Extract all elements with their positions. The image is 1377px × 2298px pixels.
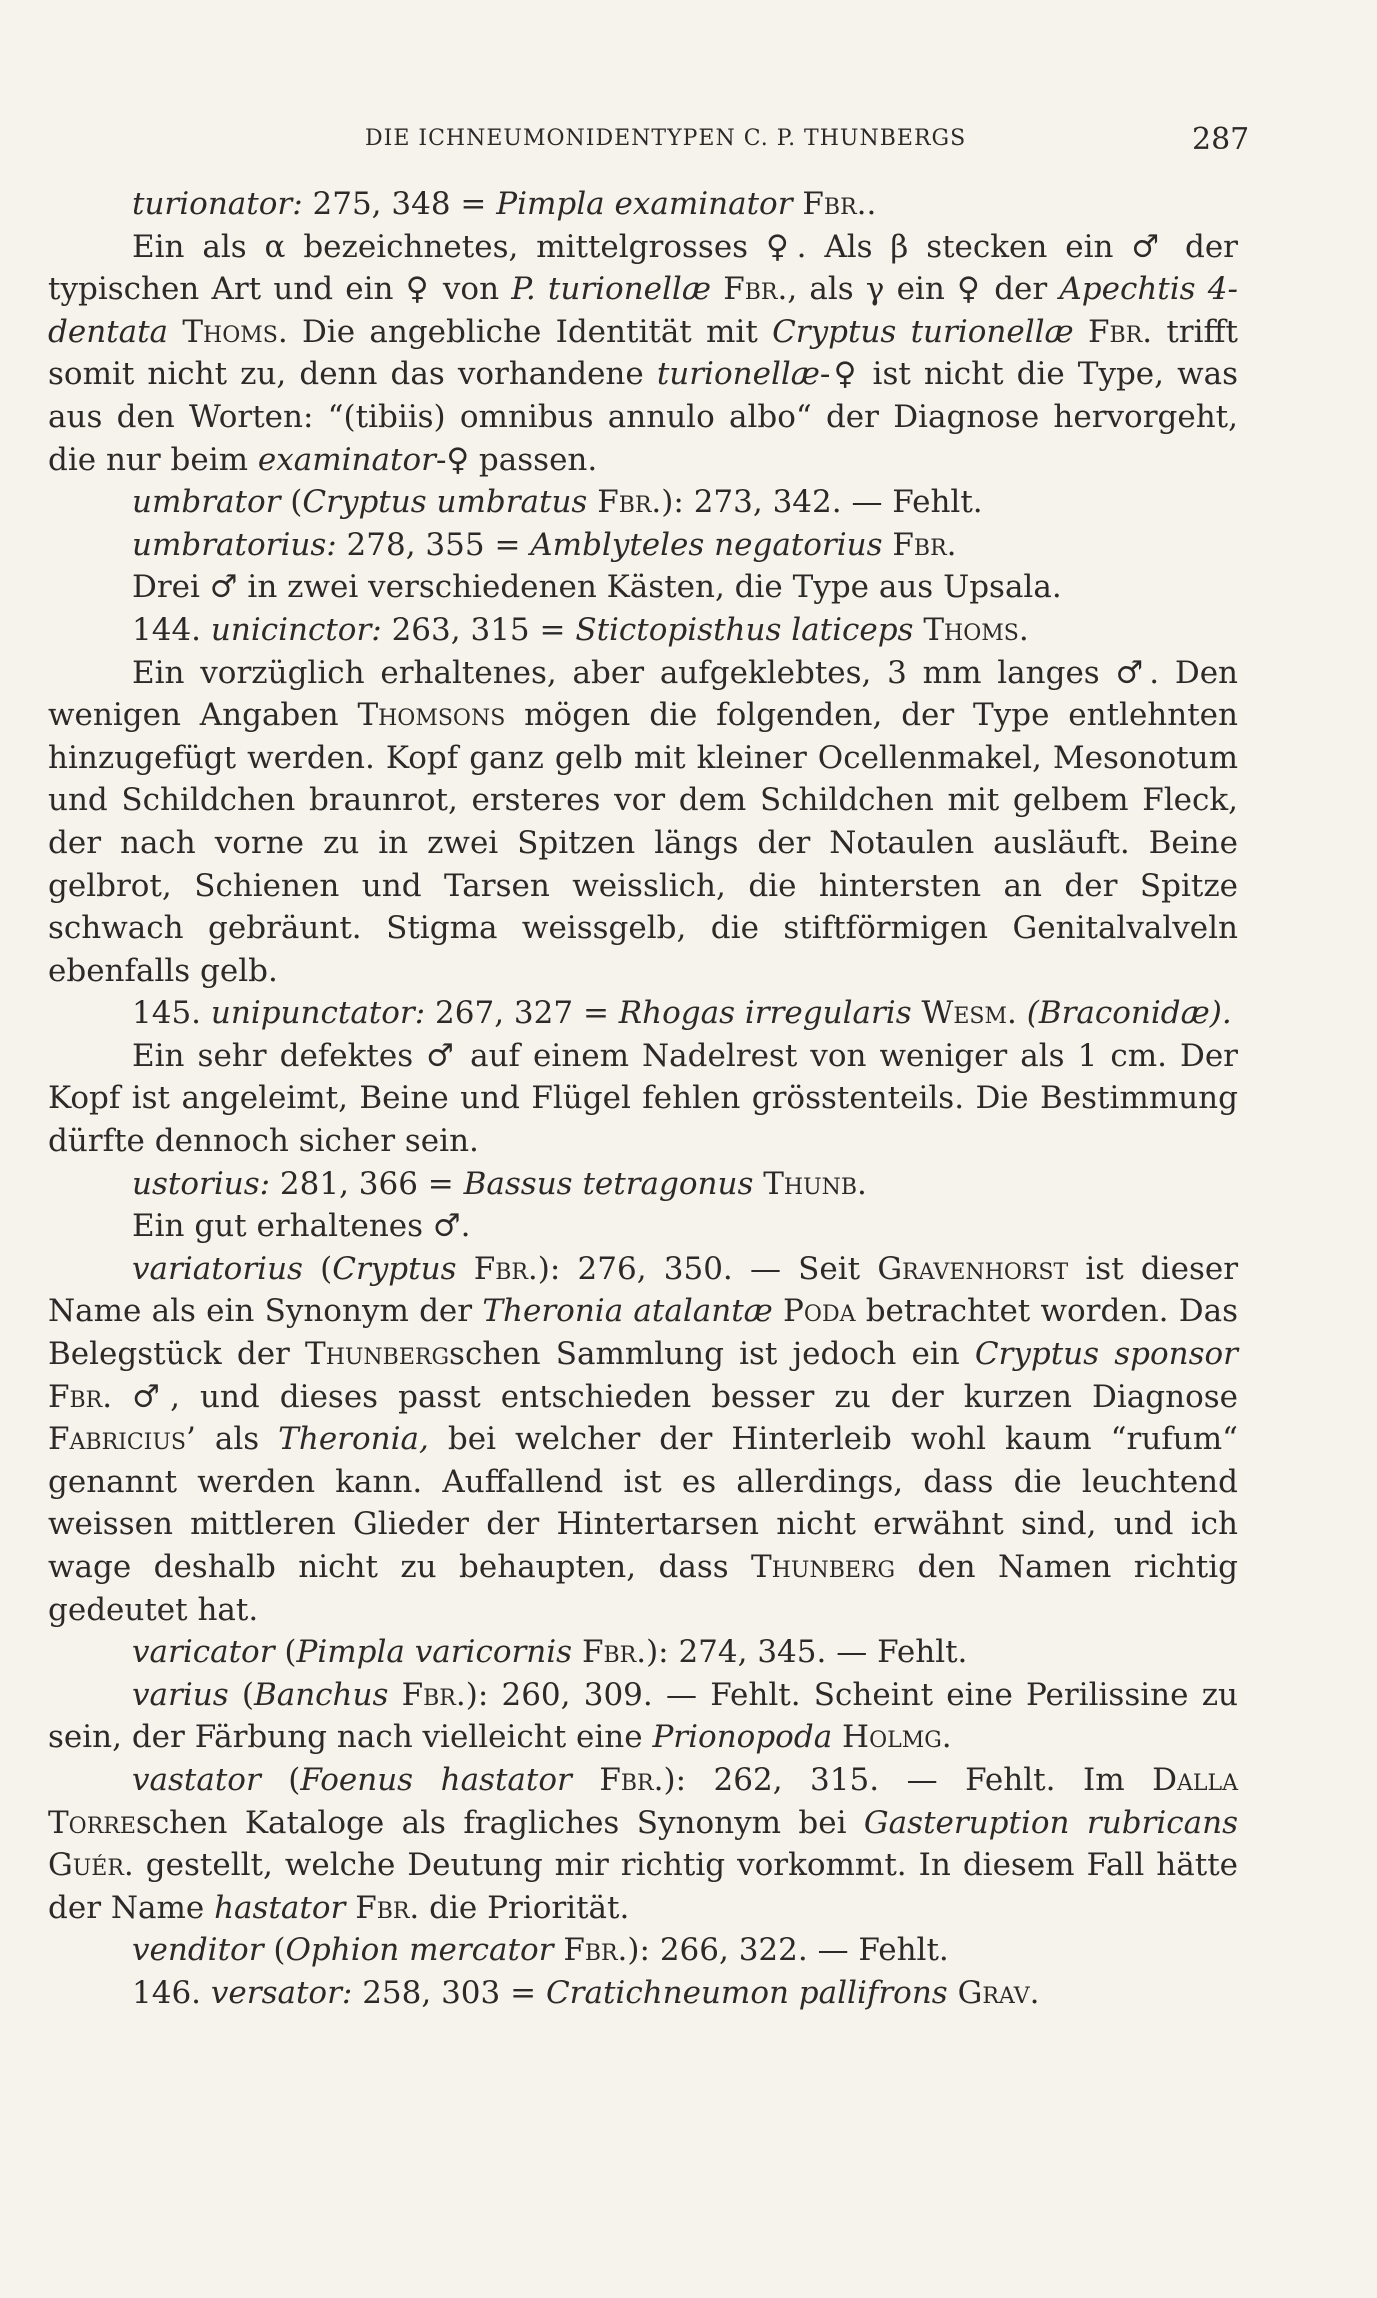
entry-varicator: varicator (Pimpla varicornis Fbr.): 274, 345. — Fehlt. [132,1634,968,1671]
entry-versator: 146. versator: 258, 303 = Cratichneumon pallifrons Grav. [132,1974,1040,2011]
paragraph-turionator-note: Ein als α bezeichnetes, mittelgrosses ♀. Als β stecken ein ♂ der typischen Art und ein ♀ von P. turionellæ Fbr., als γ ein ♀ der Apechtis 4-dentata Thoms. Die angebliche Identität mit Cryptus turionellæ Fbr. trifft somit nicht zu, denn das vorhandene turionellæ-♀ ist nicht die Type, was aus den Worten: “(tibiis) omnibus annulo albo“ der Diagnose hervorgeht, die nur beim examinator-♀ passen. [48,228,1239,478]
entry-unicinctor: 144. unicinctor: 263, 315 = Stictopisthus laticeps Thoms. [132,611,1029,648]
running-header [0,122,1377,166]
entry-umbrator: umbrator (Cryptus umbratus Fbr.): 273, 342. — Fehlt. [132,484,983,521]
paragraph-ustorius-note: Ein gut erhaltenes ♂. [132,1208,471,1245]
paragraph-unipunctator-note: Ein sehr defektes ♂ auf einem Nadelrest von weniger als 1 cm. Der Kopf ist angeleimt, Beine und Flügel fehlen grösstenteils. Die Bestimmung dürfte dennoch sicher sein. [48,1037,1238,1160]
paragraph-unicinctor-note: Ein vorzüglich erhaltenes, aber aufgeklebtes, 3 mm langes ♂. Den wenigen Angaben Thomsons mögen die folgenden, der Type entlehnten hinzugefügt werden. Kopf ganz gelb mit kleiner Ocellenmakel, Mesonotum und Schildchen braunrot, ersteres vor dem Schildchen mit gelbem Fleck, der nach vorne zu in zwei Spitzen längs der Notaulen ausläuft. Beine gelbrot, Schienen und Tarsen weisslich, die hintersten an der Spitze schwach gebräunt. Stigma weissgelb, die stiftförmigen Genitalvalveln ebenfalls gelb. [48,654,1238,989]
entry-unipunctator: 145. unipunctator: 267, 327 = Rhogas irregularis Wesm. (Braconidæ). [132,995,1232,1032]
entry-ustorius: ustorius: 281, 366 = Bassus tetragonus Thunb. [132,1165,867,1202]
entry-variatorius: variatorius (Cryptus Fbr.): 276, 350. — Seit Gravenhorst ist dieser Name als ein Synonym der Theronia atalantæ Poda betrachtet worden. Das Belegstück der Thunbergschen Sammlung ist jedoch ein Cryptus sponsor Fbr. ♂, und dieses passt entschieden besser zu der kurzen Diagnose Fabricius’ als Theronia, bei welcher der Hinterleib wohl kaum “rufum“ genannt werden kann. Auffallend ist es allerdings, dass die leuchtend weissen mittleren Glieder der Hintertarsen nicht erwähnt sind, und ich wage deshalb nicht zu behaupten, dass Thunberg den Namen richtig gedeutet hat. [48,1250,1239,1628]
paragraph-umbratorius-note: Drei ♂ in zwei verschiedenen Kästen, die Type aus Upsala. [132,569,1062,606]
entry-vastator: vastator (Foenus hastator Fbr.): 262, 315. — Fehlt. Im Dalla Torreschen Kataloge als fragliches Synonym bei Gasteruption rubricans Guér. gestellt, welche Deutung mir richtig vorkommt. In diesem Fall hätte der Name hastator Fbr. die Priorität. [48,1761,1238,1926]
entry-varius: varius (Banchus Fbr.): 260, 309. — Fehlt. Scheint eine Perilissine zu sein, der Färbung nach vielleicht eine Prionopoda Holmg. [48,1676,1238,1756]
running-title: DIE ICHNEUMONIDENTYPEN C. P. THUNBERGS [365,126,967,151]
body-text [48,183,1238,2015]
entry-umbratorius: umbratorius: 278, 355 = Amblyteles negatorius Fbr. [132,526,957,563]
page-number: 287 [1192,122,1250,157]
entry-turionator: turionator: 275, 348 = Pimpla examinator Fbr.. [132,186,877,222]
entry-venditor: venditor (Ophion mercator Fbr.): 266, 322. — Fehlt. [132,1932,949,1969]
